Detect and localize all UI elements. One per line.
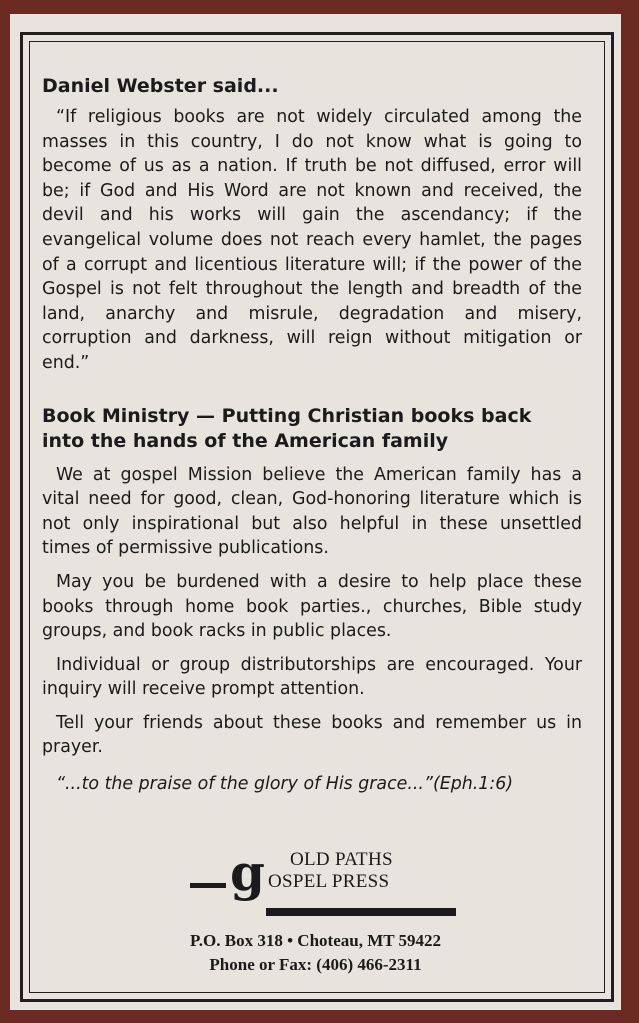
section2-heading-line2: into the hands of the American family [42, 429, 449, 452]
paragraph-4: Tell your friends about these books and remember us in prayer. [42, 712, 582, 758]
logo-dash [190, 883, 226, 888]
publisher-logo [190, 843, 460, 920]
paragraph-1: We at gospel Mission believe the American family has a vital need for good, clean, God-honoring literature which is not only inspirational but also helpful in these unsettled times of permissive publications. [42, 464, 582, 559]
section1-heading: Daniel Webster said... [42, 75, 279, 97]
address-line: P.O. Box 318 • Choteau, MT 59422 [189, 931, 442, 950]
webster-quote: “If religious books are not widely circulated among the masses in this country, I do not know what is going to become of us as a nation. If truth be not diffused, error will be; if God and His Word are not known and received, the devil and his works will gain the ascendancy; if the evangelical volume does not reach every hamlet, the pages of a corrupt and licentious literature will; if the power of the Gospel is not felt throughout the length and breadth of the land, anarchy and misrule, degradation and misery, corruption and darkness, will reign without mitigation or end.” [42, 107, 582, 373]
logo-line2: OSPEL PRESS [268, 871, 390, 892]
logo-underline-bar [266, 908, 456, 916]
section2-heading [42, 404, 582, 454]
logo-line1: OLD PATHS [290, 849, 393, 870]
leaflet-page [10, 14, 621, 1010]
logo-g-glyph: g [230, 843, 265, 902]
phone-fax-line: Phone or Fax: (406) 466-2311 [209, 955, 422, 974]
section2-heading-line1: Book Ministry — Putting Christian books back [42, 404, 532, 427]
book-ministry-section [42, 404, 582, 797]
leaflet-content [42, 74, 582, 796]
paragraph-3: Individual or group distributorships are encouraged. Your inquiry will receive prompt attention. [42, 654, 582, 700]
paragraph-2: May you be burdened with a desire to help place these books through home book parties., churches, Bible study groups, and book racks in public places. [42, 571, 582, 642]
scripture-closing: “...to the praise of the glory of His grace...”(Eph.1:6) [56, 774, 514, 795]
